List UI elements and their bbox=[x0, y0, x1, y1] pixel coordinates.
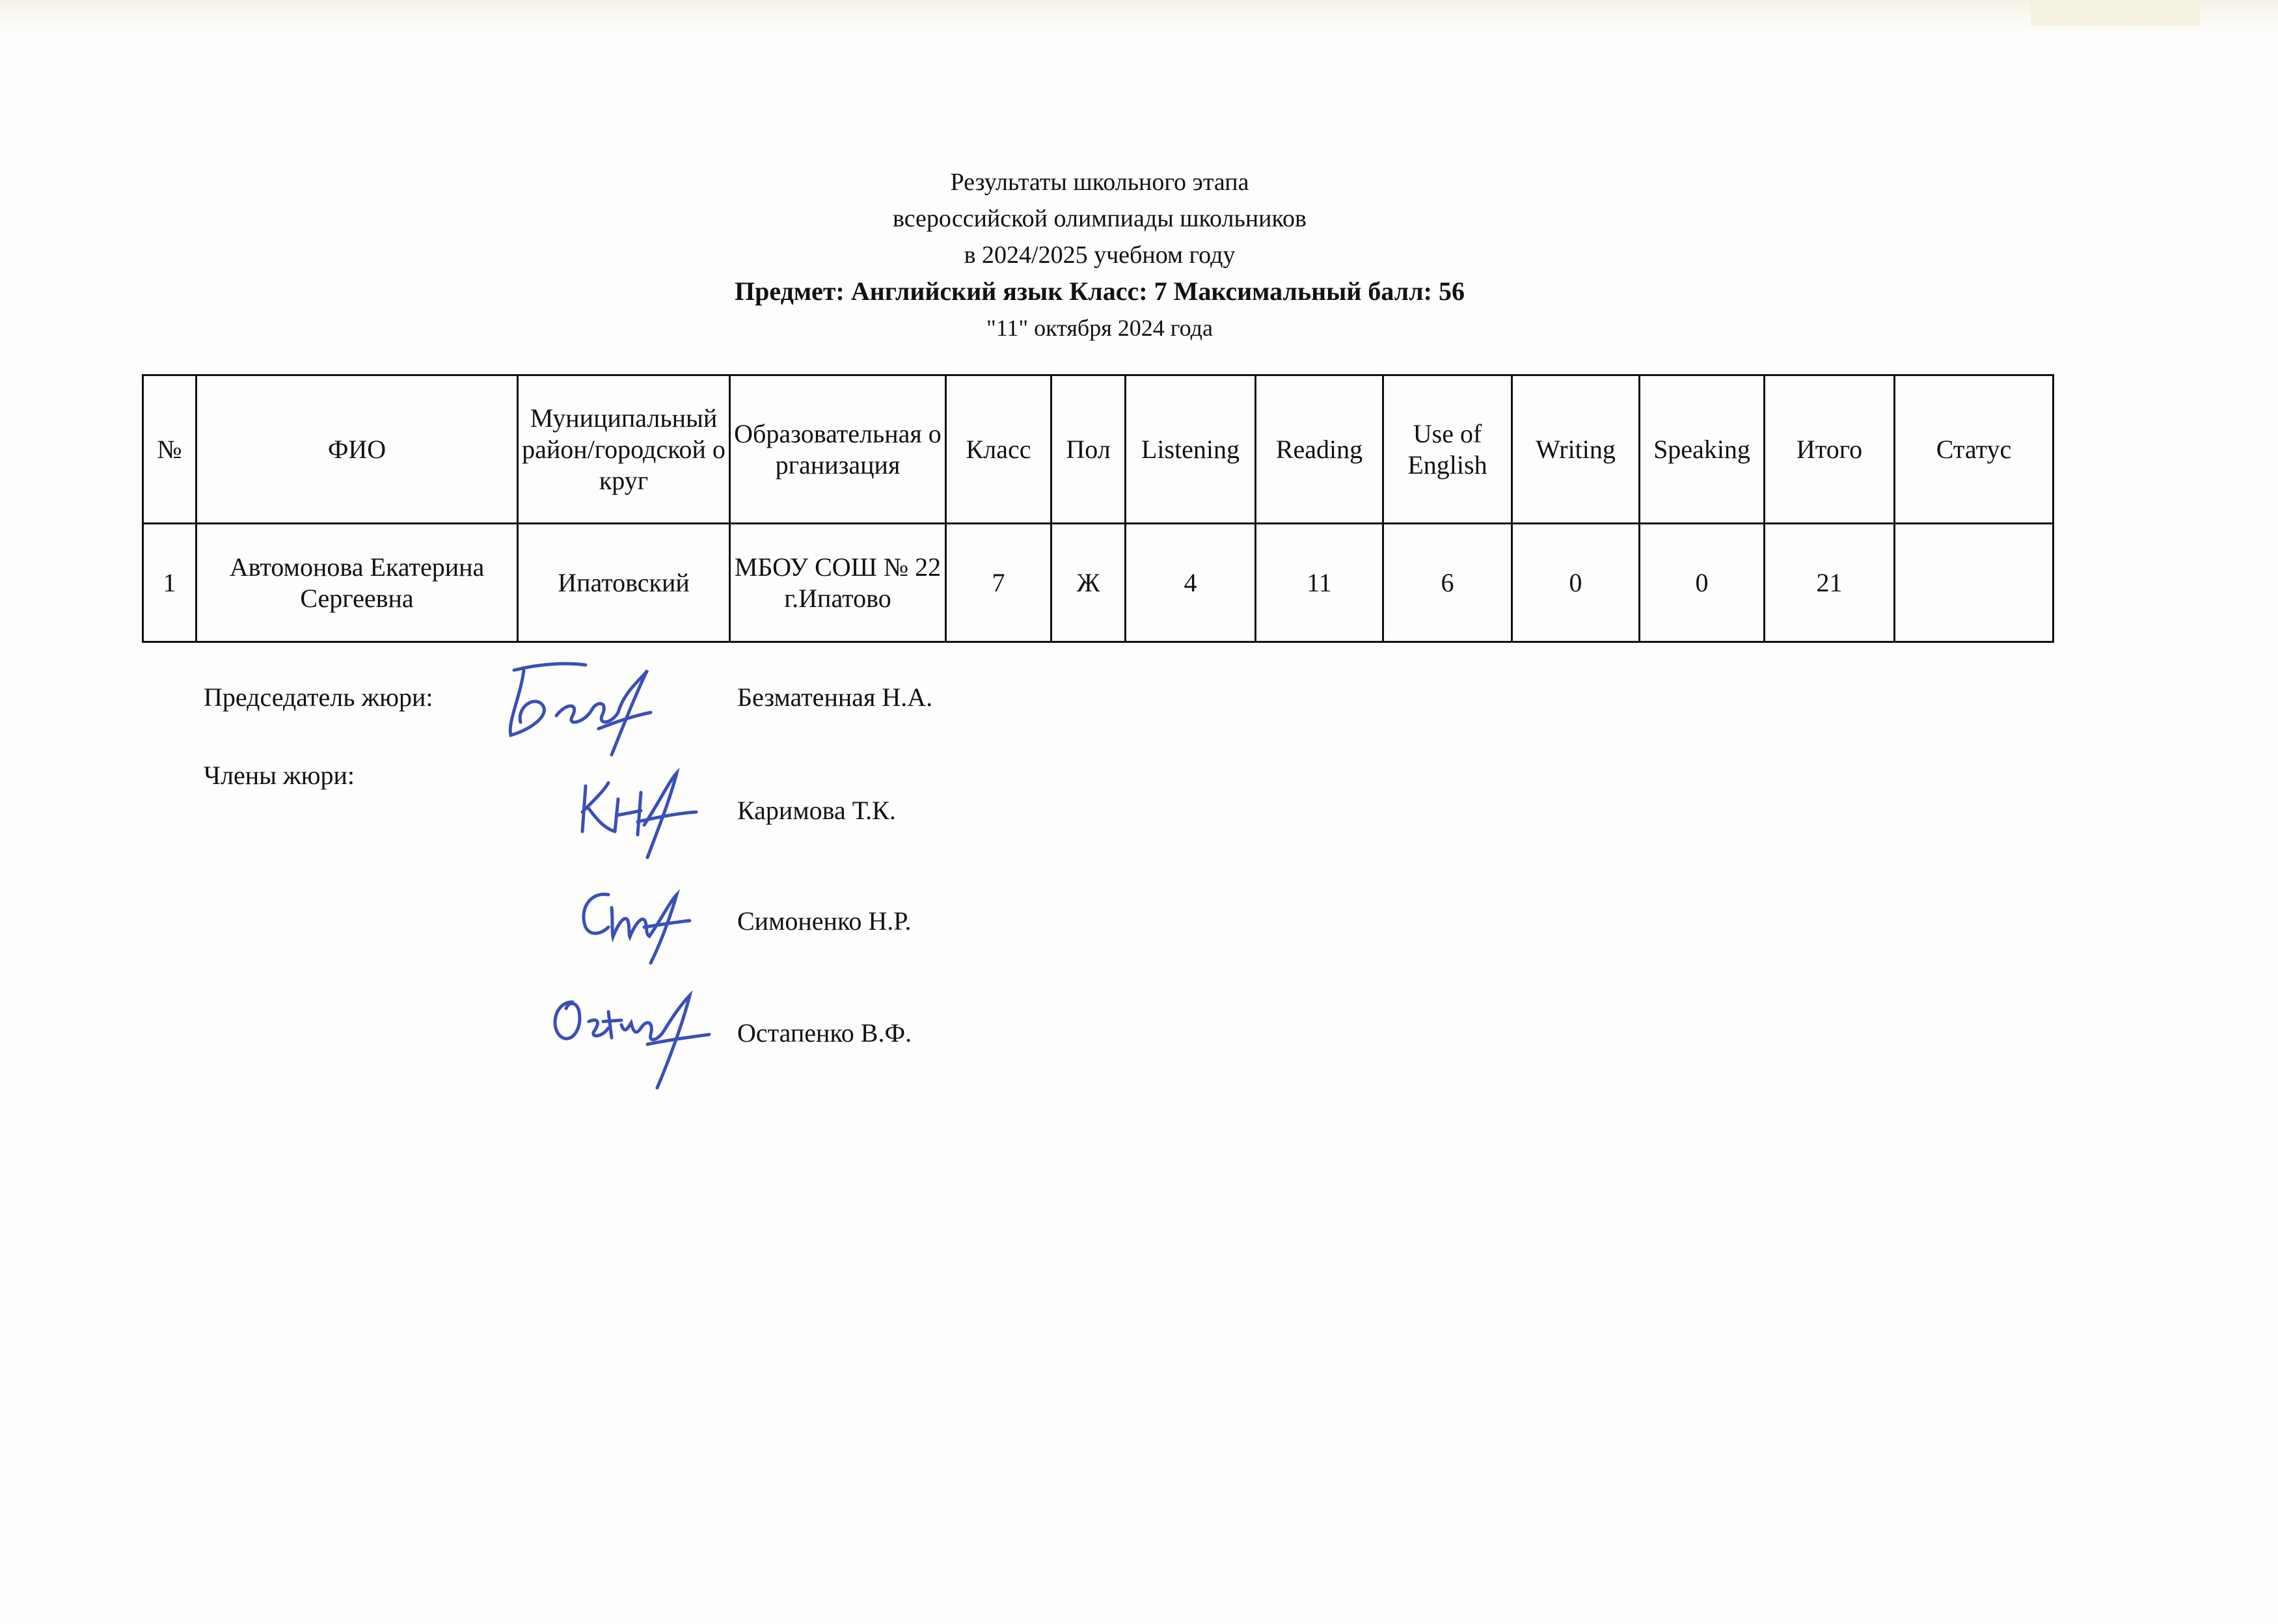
chair-signature bbox=[495, 651, 664, 765]
chair-label: Председатель жюри: bbox=[204, 683, 433, 712]
col-header-writing: Writing bbox=[1512, 375, 1640, 524]
header-line-2: всероссийской олимпиады школьников bbox=[893, 205, 1307, 232]
chair-name: Безматенная Н.А. bbox=[737, 683, 933, 712]
scan-edge-tint bbox=[0, 0, 2278, 31]
cell-listening: 4 bbox=[1126, 524, 1256, 642]
cell-org: МБОУ СОШ № 22 г.Ипатово bbox=[730, 524, 946, 642]
cell-speaking: 0 bbox=[1640, 524, 1765, 642]
cell-reading: 11 bbox=[1256, 524, 1383, 642]
cell-total: 21 bbox=[1765, 524, 1895, 642]
date-line: "11" октября 2024 года bbox=[986, 315, 1213, 341]
col-header-fio: ФИО bbox=[197, 375, 518, 524]
cell-sex: Ж bbox=[1051, 524, 1126, 642]
col-header-num: № bbox=[143, 375, 197, 524]
table-row bbox=[143, 524, 2054, 642]
col-header-listening: Listening bbox=[1126, 375, 1256, 524]
members-label: Члены жюри: bbox=[204, 761, 355, 790]
cell-use-of-english: 6 bbox=[1383, 524, 1512, 642]
col-header-use-of-english: Use of English bbox=[1383, 375, 1512, 524]
col-header-speaking: Speaking bbox=[1640, 375, 1765, 524]
col-header-reading: Reading bbox=[1256, 375, 1383, 524]
col-header-district: Муниципальный район/городской округ bbox=[518, 375, 730, 524]
col-header-sex: Пол bbox=[1051, 375, 1126, 524]
member-name-1: Каримова Т.К. bbox=[737, 796, 896, 825]
results-table bbox=[142, 374, 2054, 643]
cell-grade: 7 bbox=[946, 524, 1051, 642]
member-name-2: Симоненко Н.Р. bbox=[737, 906, 912, 936]
col-header-status: Статус bbox=[1895, 375, 2054, 524]
cell-fio: Автомонова Екатерина Сергеевна bbox=[197, 524, 518, 642]
header-line-3: в 2024/2025 учебном году bbox=[964, 241, 1236, 269]
member-1-signature bbox=[573, 760, 703, 874]
cell-writing: 0 bbox=[1512, 524, 1640, 642]
member-2-signature bbox=[573, 882, 696, 969]
document-header bbox=[0, 164, 2199, 346]
member-3-signature bbox=[543, 982, 712, 1096]
col-header-org: Образовательная организация bbox=[730, 375, 946, 524]
member-name-3: Остапенко В.Ф. bbox=[737, 1018, 912, 1048]
cell-status bbox=[1895, 524, 2054, 642]
cell-num: 1 bbox=[143, 524, 197, 642]
table-header-row bbox=[143, 375, 2054, 524]
header-line-1: Результаты школьного этапа bbox=[950, 169, 1249, 196]
subject-line: Предмет: Английский язык Класс: 7 Максимальный балл: 56 bbox=[735, 277, 1465, 306]
scan-corner-tint bbox=[2031, 0, 2200, 26]
col-header-total: Итого bbox=[1765, 375, 1895, 524]
cell-district: Ипатовский bbox=[518, 524, 730, 642]
col-header-grade: Класс bbox=[946, 375, 1051, 524]
